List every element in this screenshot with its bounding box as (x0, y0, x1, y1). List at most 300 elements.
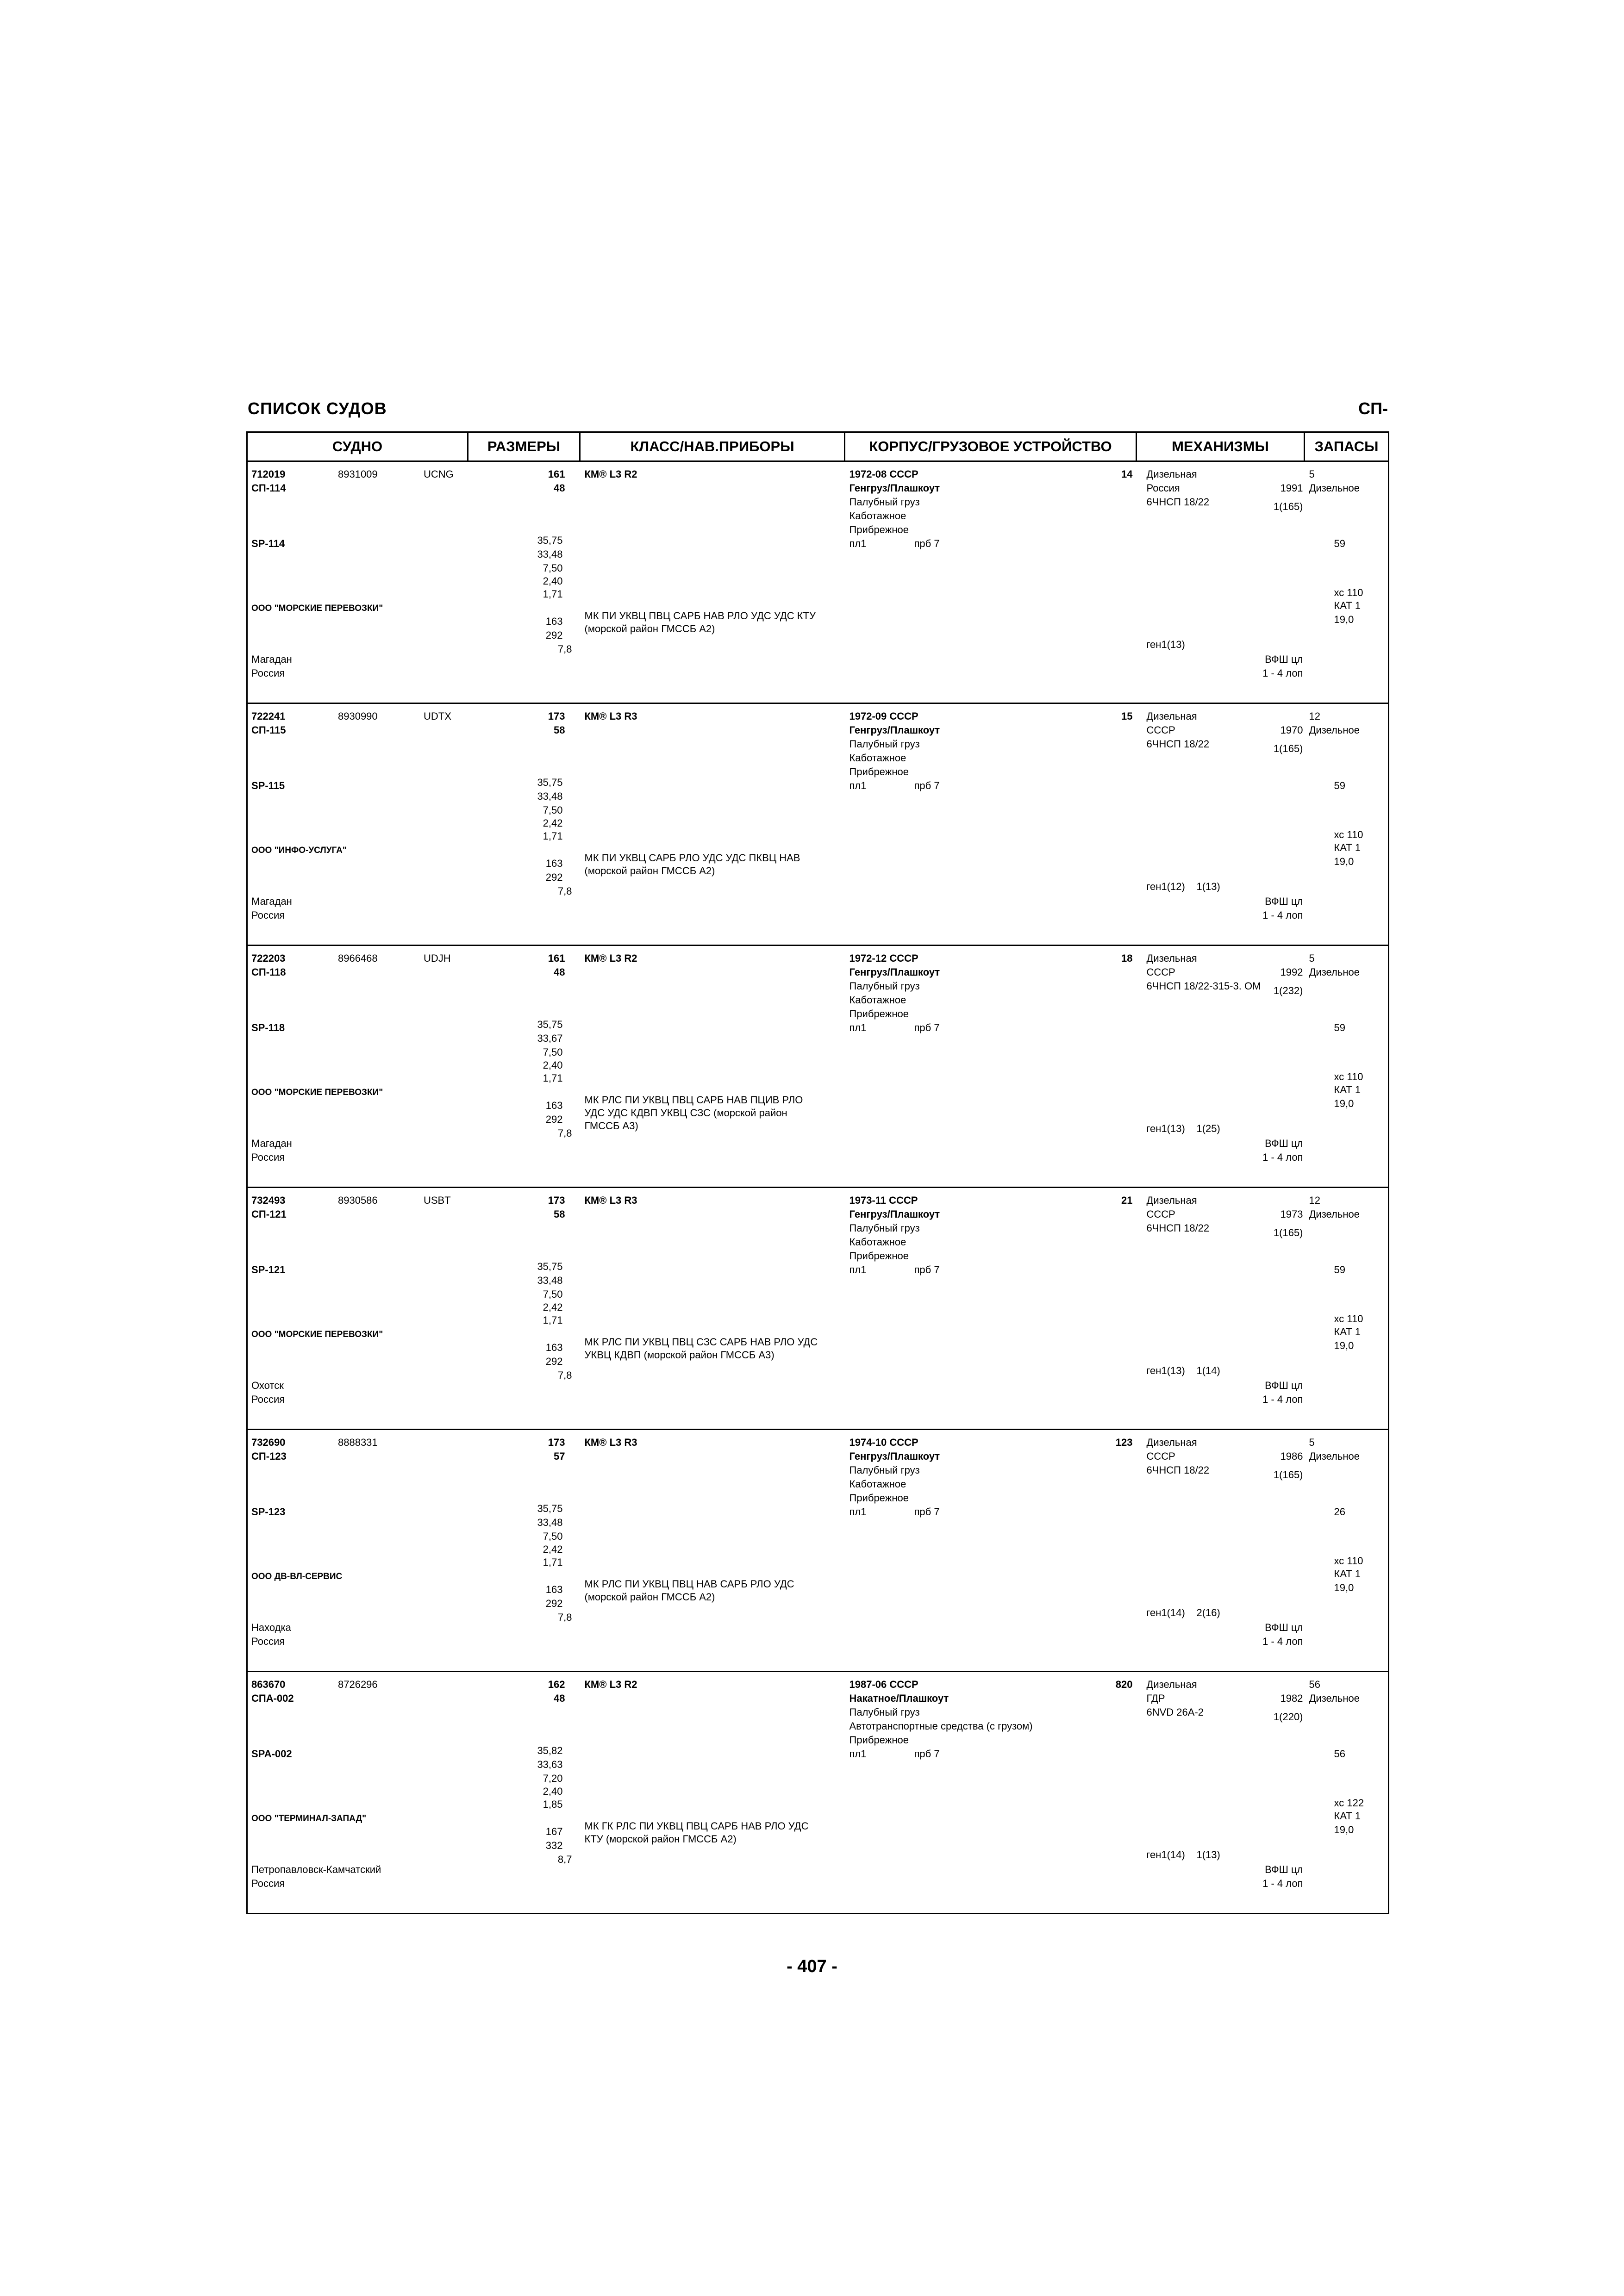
field-hull-3: Прибрежное (849, 1492, 909, 1504)
field-country: Россия (251, 1394, 285, 1405)
field-dims-1: 33,48 (537, 1517, 563, 1528)
field-gt: 161 (548, 468, 565, 480)
field-nav-0: МК РЛС ПИ УКВЦ ПВЦ СЗС САРБ НАВ РЛО УДС (584, 1336, 818, 1348)
field-water: 59 (1334, 780, 1345, 791)
machinery-cell (1137, 461, 1305, 703)
vessel-cell (247, 461, 468, 703)
class-cell (580, 946, 845, 1188)
field-eng-model: 6ЧНСП 18/22 (1146, 738, 1210, 750)
field-engine: Дизельная (1146, 952, 1197, 964)
field-cls: КМ® L3 R3 (584, 1195, 637, 1206)
field-speed: 7,8 (557, 1612, 572, 1623)
field-decks: пл1 (849, 1748, 867, 1760)
field-fuel-type: Дизельное (1309, 1450, 1360, 1462)
field-dims-4: 1,71 (543, 1072, 563, 1084)
field-bulk: прб 7 (914, 1506, 940, 1518)
vessel-row (247, 703, 1389, 946)
dimensions-cell (468, 1188, 580, 1430)
field-nav-2: ГМССБ А3) (584, 1120, 638, 1132)
field-dims-3: 2,42 (543, 1543, 563, 1555)
field-cap: 292 (545, 629, 563, 641)
field-hp: хс 110 (1334, 1313, 1363, 1325)
field-fuel-days: 12 (1309, 1195, 1320, 1206)
field-name: СПА-002 (251, 1692, 294, 1704)
field-cls: КМ® L3 R3 (584, 1437, 637, 1448)
field-bulk: прб 7 (914, 1264, 940, 1276)
field-hull-3: Прибрежное (849, 1250, 909, 1262)
field-latin: SP-115 (251, 780, 285, 791)
field-latin: SP-118 (251, 1022, 285, 1033)
column-header-class: КЛАСС/НАВ.ПРИБОРЫ (580, 432, 845, 461)
supplies-cell (1305, 461, 1389, 703)
hull-cell (845, 946, 1137, 1188)
hull-cell (845, 1672, 1137, 1914)
field-speed2: 19,0 (1334, 1098, 1354, 1109)
field-dims-3: 2,42 (543, 1301, 563, 1313)
field-owner: ООО "МОРСКИЕ ПЕРЕВОЗКИ" (251, 1330, 383, 1339)
field-call: USBT (424, 1195, 451, 1206)
field-hull-0: Генгруз/Плашкоут (849, 966, 940, 978)
field-dims-2: 7,50 (543, 1046, 563, 1058)
field-name: СП-123 (251, 1450, 287, 1462)
class-cell (580, 461, 845, 703)
field-prop: ВФШ цл (1265, 1622, 1303, 1633)
supplies-cell (1305, 1672, 1389, 1914)
vessel-cell (247, 703, 468, 946)
page-title: СПИСОК СУДОВ (248, 399, 387, 418)
field-country: Россия (251, 909, 285, 921)
field-blades: 1 - 4 лоп (1262, 1636, 1303, 1647)
field-fuel-days: 5 (1309, 952, 1315, 964)
field-imo: 8966468 (338, 952, 378, 964)
vessel-row (247, 946, 1389, 1188)
field-dw: 163 (545, 1100, 563, 1111)
field-speed2: 19,0 (1334, 856, 1354, 867)
field-country: Россия (251, 1878, 285, 1889)
field-dims-3: 2,40 (543, 1786, 563, 1797)
field-nav-0: МК РЛС ПИ УКВЦ ПВЦ САРБ НАВ ПЦИВ РЛО (584, 1094, 803, 1106)
field-speed: 7,8 (557, 885, 572, 897)
supplies-cell (1305, 1430, 1389, 1672)
field-prop: ВФШ цл (1265, 1380, 1303, 1391)
field-crew: 15 (1121, 710, 1133, 722)
column-header-dimensions: РАЗМЕРЫ (468, 432, 580, 461)
field-built: 1974-10 СССР (849, 1437, 918, 1448)
field-hull-1: Палубный груз (849, 1706, 920, 1718)
field-eng-model: 6ЧНСП 18/22 (1146, 1222, 1210, 1234)
field-nt: 48 (554, 482, 565, 494)
column-header-vessel: СУДНО (247, 432, 468, 461)
field-water: 59 (1334, 1264, 1345, 1276)
field-hull-2: Каботажное (849, 752, 906, 764)
field-dims-2: 7,50 (543, 562, 563, 574)
dimensions-cell (468, 1430, 580, 1672)
field-country: Россия (251, 1151, 285, 1163)
hull-cell (845, 1430, 1137, 1672)
field-dims-0: 35,75 (537, 1019, 563, 1030)
field-eng-year: 1991 (1280, 482, 1303, 494)
field-dw: 163 (545, 1584, 563, 1595)
field-blades: 1 - 4 лоп (1262, 1878, 1303, 1889)
hull-cell (845, 461, 1137, 703)
supplies-cell (1305, 703, 1389, 946)
field-nav-1: (морской район ГМССБ А2) (584, 1591, 715, 1603)
machinery-cell (1137, 1188, 1305, 1430)
field-fuel-type: Дизельное (1309, 482, 1360, 494)
field-hp: хс 122 (1334, 1797, 1364, 1809)
field-cat: КАТ 1 (1334, 1568, 1361, 1580)
field-dims-3: 2,42 (543, 817, 563, 829)
field-hull-3: Прибрежное (849, 766, 909, 778)
field-nt: 58 (554, 1208, 565, 1220)
field-eng-model: 6ЧНСП 18/22 (1146, 1464, 1210, 1476)
field-crew: 21 (1121, 1195, 1133, 1206)
field-built: 1972-08 СССР (849, 468, 918, 480)
field-reg: 722241 (251, 710, 286, 722)
field-blades: 1 - 4 лоп (1262, 1394, 1303, 1405)
field-cls: КМ® L3 R2 (584, 468, 637, 480)
field-speed2: 19,0 (1334, 614, 1354, 625)
machinery-cell (1137, 703, 1305, 946)
field-engine: Дизельная (1146, 1437, 1197, 1448)
field-gen2: 1(13) (1196, 881, 1220, 892)
field-cat: КАТ 1 (1334, 600, 1361, 611)
field-gen2: 2(16) (1196, 1607, 1220, 1618)
field-name: СП-118 (251, 966, 286, 978)
field-nt: 48 (554, 1692, 565, 1704)
field-dims-4: 1,71 (543, 1314, 563, 1326)
field-reg: 732493 (251, 1195, 286, 1206)
field-hp: хс 110 (1334, 829, 1363, 840)
field-prop: ВФШ цл (1265, 1864, 1303, 1875)
field-engine: Дизельная (1146, 1195, 1197, 1206)
field-dims-4: 1,71 (543, 1556, 563, 1568)
field-imo: 8888331 (338, 1437, 378, 1448)
field-nav-1: (морской район ГМССБ А2) (584, 623, 715, 635)
field-gen: ген1(13) (1146, 1123, 1185, 1134)
dimensions-cell (468, 703, 580, 946)
field-cat: КАТ 1 (1334, 1326, 1361, 1338)
field-gt: 161 (548, 952, 565, 964)
machinery-cell (1137, 1672, 1305, 1914)
field-decks: пл1 (849, 1264, 867, 1276)
field-eng-country: Россия (1146, 482, 1180, 494)
field-dims-1: 33,48 (537, 790, 563, 802)
field-imo: 8930586 (338, 1195, 378, 1206)
field-hull-1: Палубный груз (849, 1464, 920, 1476)
field-blades: 1 - 4 лоп (1262, 667, 1303, 679)
field-eng-country: СССР (1146, 1208, 1175, 1220)
field-dw: 163 (545, 616, 563, 627)
field-fuel-type: Дизельное (1309, 1208, 1360, 1220)
field-dims-1: 33,67 (537, 1033, 563, 1044)
supplies-cell (1305, 946, 1389, 1188)
dimensions-cell (468, 1672, 580, 1914)
field-country: Россия (251, 667, 285, 679)
vessel-row (247, 1430, 1389, 1672)
dimensions-cell (468, 946, 580, 1188)
field-cap: 332 (545, 1840, 563, 1851)
field-imo: 8930990 (338, 710, 378, 722)
field-eng-country: СССР (1146, 966, 1175, 978)
field-dims-2: 7,50 (543, 1288, 563, 1300)
field-gen: ген1(14) (1146, 1849, 1185, 1860)
field-water: 56 (1334, 1748, 1345, 1760)
field-eng-model: 6ЧНСП 18/22-315-3. ОМ (1146, 980, 1261, 992)
field-prop: ВФШ цл (1265, 1138, 1303, 1149)
field-nt: 48 (554, 966, 565, 978)
vessel-cell (247, 1430, 468, 1672)
field-eng-year: 1970 (1280, 724, 1303, 736)
field-crew: 820 (1115, 1679, 1133, 1690)
field-hp: хс 110 (1334, 1071, 1363, 1083)
field-cap: 292 (545, 1114, 563, 1125)
field-nav-1: КТУ (морской район ГМССБ А2) (584, 1833, 737, 1845)
field-call: UDJH (424, 952, 451, 964)
hull-cell (845, 703, 1137, 946)
field-crew: 18 (1121, 952, 1133, 964)
field-speed: 7,8 (557, 1127, 572, 1139)
field-engine: Дизельная (1146, 1679, 1197, 1690)
field-water: 59 (1334, 538, 1345, 549)
field-bulk: прб 7 (914, 1748, 940, 1760)
field-dims-3: 2,40 (543, 1059, 563, 1071)
field-dims-2: 7,20 (543, 1773, 563, 1784)
field-blades: 1 - 4 лоп (1262, 1151, 1303, 1163)
machinery-cell (1137, 1430, 1305, 1672)
field-eng-country: СССР (1146, 724, 1175, 736)
field-eng-year: 1982 (1280, 1692, 1303, 1704)
field-decks: пл1 (849, 1022, 867, 1033)
field-imo: 8726296 (338, 1679, 378, 1690)
field-decks: пл1 (849, 538, 867, 549)
field-fuel-days: 5 (1309, 468, 1315, 480)
column-header-supplies: ЗАПАСЫ (1305, 432, 1389, 461)
hull-cell (845, 1188, 1137, 1430)
field-gen: ген1(13) (1146, 1365, 1185, 1376)
field-hull-3: Прибрежное (849, 1734, 909, 1746)
field-port: Магадан (251, 653, 292, 665)
column-header-machinery: МЕХАНИЗМЫ (1137, 432, 1305, 461)
field-gen: ген1(14) (1146, 1607, 1185, 1618)
field-dims-0: 35,75 (537, 777, 563, 788)
field-cls: КМ® L3 R2 (584, 1679, 637, 1690)
dimensions-cell (468, 461, 580, 703)
field-crew: 14 (1121, 468, 1133, 480)
field-nav-1: УКВЦ КДВП (морской район ГМССБ А3) (584, 1349, 775, 1361)
field-fuel-type: Дизельное (1309, 966, 1360, 978)
field-hull-1: Палубный груз (849, 980, 920, 992)
field-speed: 7,8 (557, 643, 572, 655)
table-header-row (247, 432, 1389, 461)
field-eng-power: 1(220) (1273, 1711, 1303, 1723)
field-eng-year: 1992 (1280, 966, 1303, 978)
field-nav-0: МК ПИ УКВЦ ПВЦ САРБ НАВ РЛО УДС УДС КТУ (584, 610, 816, 622)
field-hull-0: Генгруз/Плашкоут (849, 1208, 940, 1220)
field-dims-0: 35,75 (537, 1503, 563, 1514)
field-eng-model: 6ЧНСП 18/22 (1146, 496, 1210, 508)
vessel-cell (247, 1672, 468, 1914)
field-gt: 173 (548, 710, 565, 722)
field-bulk: прб 7 (914, 1022, 940, 1033)
field-latin: SP-123 (251, 1506, 286, 1518)
field-owner: ООО ДВ-ВЛ-СЕРВИС (251, 1572, 343, 1581)
field-eng-power: 1(232) (1273, 985, 1303, 996)
field-cat: КАТ 1 (1334, 1084, 1361, 1095)
field-engine: Дизельная (1146, 468, 1197, 480)
field-gen2: 1(13) (1196, 1849, 1220, 1860)
field-reg: 712019 (251, 468, 286, 480)
vessel-cell (247, 946, 468, 1188)
field-hull-0: Генгруз/Плашкоут (849, 482, 940, 494)
class-cell (580, 703, 845, 946)
field-dims-0: 35,82 (537, 1745, 563, 1756)
field-hull-2: Каботажное (849, 1478, 906, 1490)
class-cell (580, 1672, 845, 1914)
field-owner: ООО "МОРСКИЕ ПЕРЕВОЗКИ" (251, 1088, 383, 1097)
field-built: 1973-11 СССР (849, 1195, 918, 1206)
field-decks: пл1 (849, 1506, 867, 1518)
field-prop: ВФШ цл (1265, 896, 1303, 907)
vessel-row (247, 461, 1389, 703)
field-hull-1: Палубный груз (849, 496, 920, 508)
field-eng-year: 1973 (1280, 1208, 1303, 1220)
field-port: Петропавловск-Камчатский (251, 1864, 381, 1875)
field-speed2: 19,0 (1334, 1824, 1354, 1836)
vessel-cell (247, 1188, 468, 1430)
field-nav-0: МК РЛС ПИ УКВЦ ПВЦ НАВ САРБ РЛО УДС (584, 1578, 794, 1590)
field-call: UCNG (424, 468, 454, 480)
field-fuel-type: Дизельное (1309, 1692, 1360, 1704)
field-cap: 292 (545, 871, 563, 883)
field-eng-power: 1(165) (1273, 743, 1303, 754)
field-hull-2: Автотранспортные средства (с грузом) (849, 1720, 1033, 1732)
field-dims-0: 35,75 (537, 535, 563, 546)
field-hull-2: Каботажное (849, 1236, 906, 1248)
field-port: Магадан (251, 1138, 292, 1149)
field-gt: 173 (548, 1437, 565, 1448)
field-name: СП-115 (251, 724, 286, 736)
field-cls: КМ® L3 R2 (584, 952, 637, 964)
field-eng-country: ГДР (1146, 1692, 1165, 1704)
class-cell (580, 1188, 845, 1430)
field-country: Россия (251, 1636, 285, 1647)
field-prop: ВФШ цл (1265, 653, 1303, 665)
field-built: 1987-06 СССР (849, 1679, 918, 1690)
field-hull-3: Прибрежное (849, 1008, 909, 1020)
field-speed2: 19,0 (1334, 1340, 1354, 1351)
field-eng-power: 1(165) (1273, 1469, 1303, 1481)
field-dims-2: 7,50 (543, 804, 563, 816)
field-name: СП-121 (251, 1208, 287, 1220)
field-fuel-days: 5 (1309, 1437, 1315, 1448)
field-eng-year: 1986 (1280, 1450, 1303, 1462)
field-fuel-days: 56 (1309, 1679, 1320, 1690)
field-water: 59 (1334, 1022, 1345, 1033)
field-nav-0: МК ГК РЛС ПИ УКВЦ ПВЦ САРБ НАВ РЛО УДС (584, 1820, 809, 1832)
page-number: - 407 - (787, 1957, 837, 1976)
vessel-row (247, 1672, 1389, 1914)
field-port: Магадан (251, 896, 292, 907)
field-hull-1: Палубный груз (849, 738, 920, 750)
field-built: 1972-09 СССР (849, 710, 918, 722)
field-hp: хс 110 (1334, 587, 1363, 598)
field-reg: 863670 (251, 1679, 286, 1690)
field-call: UDTX (424, 710, 451, 722)
field-dims-1: 33,48 (537, 548, 563, 560)
field-nt: 57 (554, 1450, 565, 1462)
field-dw: 163 (545, 1342, 563, 1353)
field-reg: 722203 (251, 952, 286, 964)
field-engine: Дизельная (1146, 710, 1197, 722)
vessel-register-table (246, 431, 1389, 1914)
field-nav-1: УДС УДС КДВП УКВЦ СЗС (морской район (584, 1107, 787, 1119)
field-cap: 292 (545, 1356, 563, 1367)
field-blades: 1 - 4 лоп (1262, 909, 1303, 921)
field-name: СП-114 (251, 482, 286, 494)
field-crew: 123 (1115, 1437, 1133, 1448)
field-hull-3: Прибрежное (849, 524, 909, 535)
field-latin: SP-121 (251, 1264, 286, 1276)
field-fuel-days: 12 (1309, 710, 1320, 722)
field-water: 26 (1334, 1506, 1345, 1518)
vessel-row (247, 1188, 1389, 1430)
field-dw: 167 (545, 1826, 563, 1837)
field-nt: 58 (554, 724, 565, 736)
field-dims-2: 7,50 (543, 1531, 563, 1542)
field-dims-3: 2,40 (543, 575, 563, 587)
field-gen: ген1(13) (1146, 639, 1185, 650)
field-eng-power: 1(165) (1273, 1227, 1303, 1238)
field-owner: ООО "МОРСКИЕ ПЕРЕВОЗКИ" (251, 604, 383, 613)
column-header-hull: КОРПУС/ГРУЗОВОЕ УСТРОЙСТВО (845, 432, 1137, 461)
field-dims-0: 35,75 (537, 1261, 563, 1272)
field-dims-1: 33,48 (537, 1275, 563, 1286)
field-speed: 8,7 (557, 1854, 572, 1865)
section-marker: СП- (1358, 399, 1388, 418)
machinery-cell (1137, 946, 1305, 1188)
field-owner: ООО "ТЕРМИНАЛ-ЗАПАД" (251, 1814, 367, 1823)
field-hp: хс 110 (1334, 1555, 1363, 1567)
field-gen2: 1(25) (1196, 1123, 1220, 1134)
field-cat: КАТ 1 (1334, 842, 1361, 853)
field-nav-0: МК ПИ УКВЦ САРБ РЛО УДС УДС ПКВЦ НАВ (584, 852, 800, 864)
field-eng-power: 1(165) (1273, 501, 1303, 512)
field-hull-2: Каботажное (849, 510, 906, 522)
field-owner: ООО "ИНФО-УСЛУГА" (251, 846, 347, 855)
field-reg: 732690 (251, 1437, 286, 1448)
field-hull-0: Накатное/Плашкоут (849, 1692, 949, 1704)
field-bulk: прб 7 (914, 780, 940, 791)
field-dims-4: 1,71 (543, 830, 563, 842)
field-dims-4: 1,85 (543, 1798, 563, 1810)
field-gen: ген1(12) (1146, 881, 1185, 892)
field-gt: 173 (548, 1195, 565, 1206)
field-eng-model: 6NVD 26A-2 (1146, 1706, 1204, 1718)
field-built: 1972-12 СССР (849, 952, 918, 964)
field-gen2: 1(14) (1196, 1365, 1220, 1376)
field-speed: 7,8 (557, 1369, 572, 1381)
field-hull-0: Генгруз/Плашкоут (849, 1450, 940, 1462)
field-latin: SP-114 (251, 538, 285, 549)
class-cell (580, 1430, 845, 1672)
field-latin: SPA-002 (251, 1748, 292, 1760)
field-cat: КАТ 1 (1334, 1810, 1361, 1822)
field-cap: 292 (545, 1598, 563, 1609)
field-port: Находка (251, 1622, 291, 1633)
supplies-cell (1305, 1188, 1389, 1430)
field-hull-2: Каботажное (849, 994, 906, 1006)
